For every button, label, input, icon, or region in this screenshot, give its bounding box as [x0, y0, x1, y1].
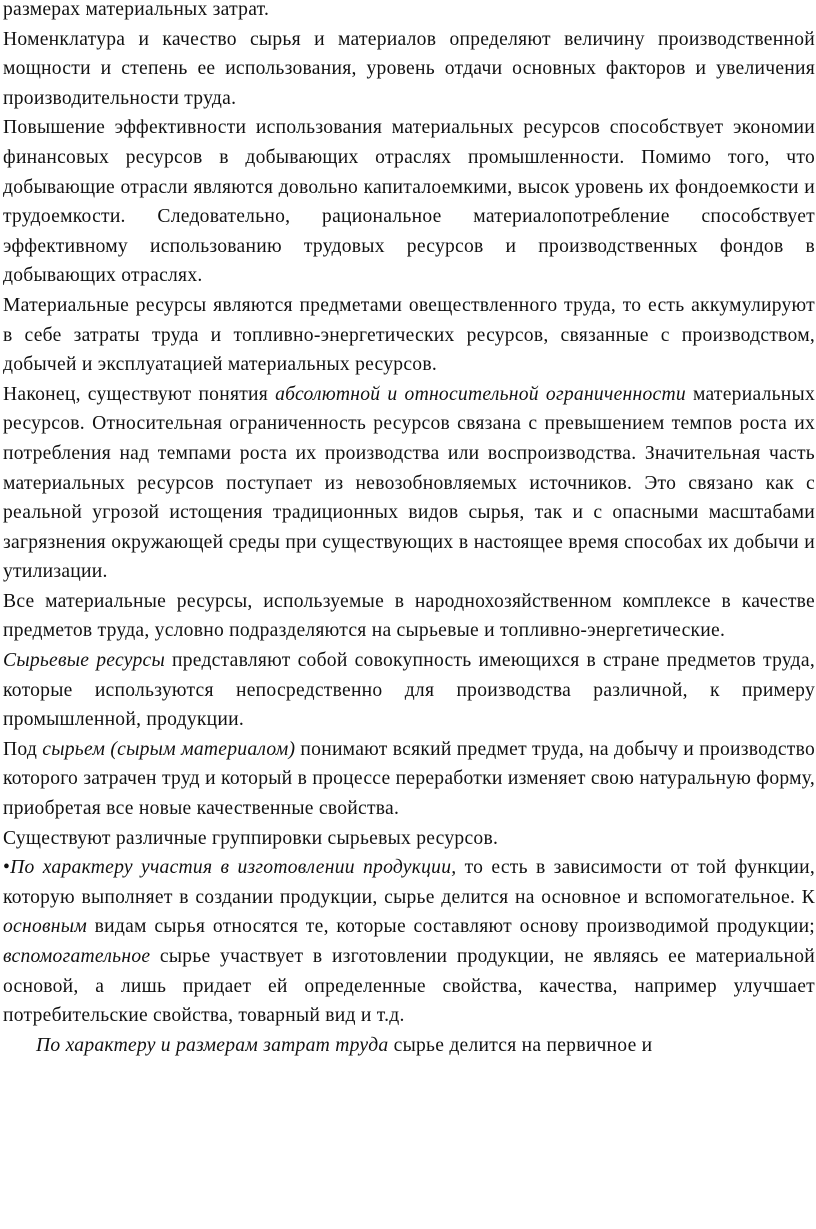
paragraph-limitation: [3, 380, 815, 587]
definition-intro: Под: [3, 738, 43, 760]
limitation-term: абсолютной и относительной ограниченности: [275, 383, 686, 405]
paragraph-raw-material-definition: [3, 735, 815, 824]
paragraph-groupings: Существуют различные группировки сырьевых ресурсов.: [3, 827, 499, 849]
paragraph-continuation: размерах материальных затрат.: [3, 0, 270, 20]
auxiliary-term: вспомогательное: [3, 946, 151, 967]
auxiliary-body: сырье участвует в изготовлении продукции, не являясь ее материальной основой, а лишь придает ей определенные свойства, качества, например улучшает потребительские свойства, товарный вид и т.д.: [3, 946, 815, 1027]
raw-resources-term: Сырьевые ресурсы: [3, 650, 165, 672]
definition-body: понимают всякий предмет труда, на добычу и производство которого затрачен труд и который в процессе переработки изменяет свою натуральную форму, приобретая все новые качественные свойства.: [3, 738, 816, 820]
paragraph-classification: Все материальные ресурсы, используемые в народнохозяйственном комплексе в качестве предметов труда, условно подразделяются на сырьевые и топливно-энергетические.: [3, 590, 815, 642]
labor-costs-body: сырье делится на первичное и: [388, 1034, 653, 1056]
definition-term: сырьем (сырым материалом): [42, 738, 296, 760]
paragraph-participation: [3, 853, 815, 1031]
participation-term: По характеру участия в изготовлении продукции,: [10, 857, 457, 879]
main-term: основным: [3, 916, 88, 938]
raw-resources-body: представляют собой совокупность имеющихся в стране предметов труда, которые используются непосредственно для производства различной, к примеру промышленной, продукции.: [3, 650, 815, 731]
paragraph-nomenclature: Номенклатура и качество сырья и материалов определяют величину производственной мощности и степень ее использования, уровень отдачи основных факторов и увеличения производительности труда.: [3, 28, 815, 109]
paragraph-labor-costs: [3, 1031, 815, 1061]
bullet-marker: •: [3, 857, 11, 879]
participation-body: то есть в зависимости от той функции, которую выполняет в создании продукции, сырье делится на основное и вспомогательное. К: [3, 857, 815, 908]
paragraph-material-resources: Материальные ресурсы являются предметами овеществленного труда, то есть аккумулируют в себе затраты труда и топливно-энергетических ресурсов, связанные с производством, добычей и эксплуатацией материальных ресурсов.: [3, 294, 815, 376]
limitation-intro: Наконец, существуют понятия: [3, 383, 276, 405]
paragraph-efficiency: Повышение эффективности использования материальных ресурсов способствует экономии финансовых ресурсов в добывающих отраслях промышленности. Помимо того, что добывающие отрасли являются довольно капиталоемкими, высок уровень их фондоемкости и трудоемкости. Следовательно, рациональное материалопотребление способствует эффективному использованию трудовых ресурсов и производственных фондов в добывающих отраслях.: [3, 117, 815, 287]
main-body: видам сырья относятся те, которые составляют основу производимой продукции;: [87, 916, 815, 938]
paragraph-raw-resources: [3, 646, 815, 735]
limitation-body: материальных ресурсов. Относительная ограниченность ресурсов связана с превышением темпов роста их потребления над темпами роста их производства или воспроизводства. Значительная часть материальных ресурсов поступает из невозобновляемых источников. Это связано как с реальной угрозой истощения традиционных видов сырья, так и с опасными масштабами загрязнения окружающей среды при существующих в настоящее время способах их добычи и утилизации.: [3, 383, 815, 583]
labor-costs-term: По характеру и размерам затрат труда: [36, 1034, 389, 1056]
